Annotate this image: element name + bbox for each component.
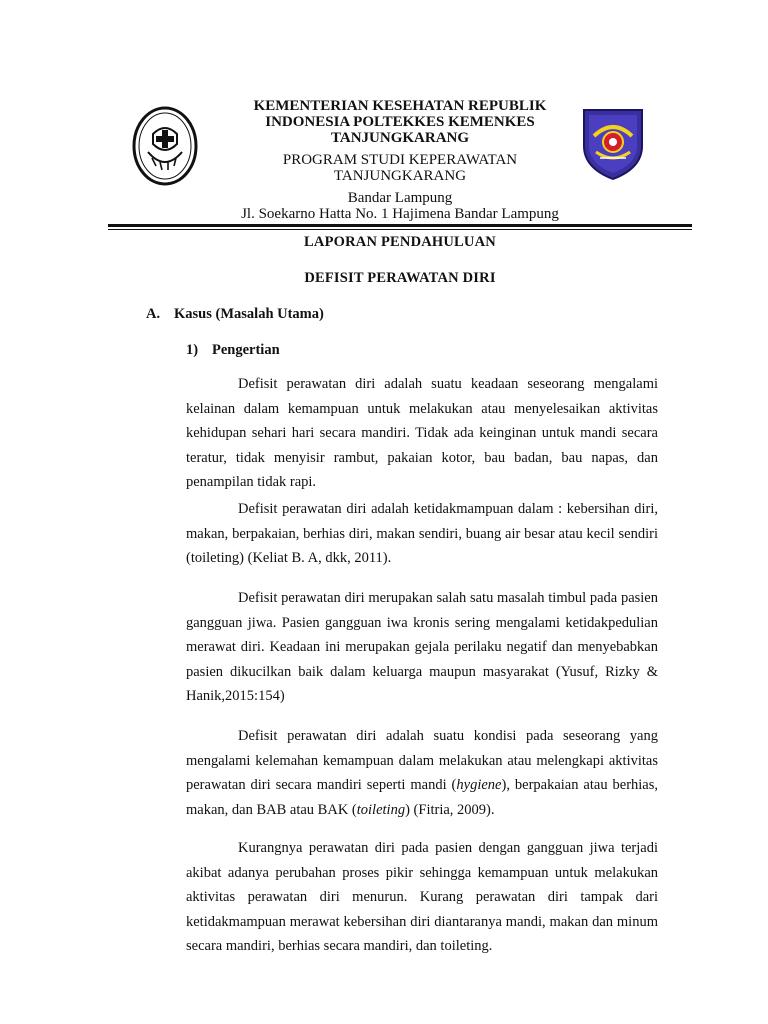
paragraph-3: Defisit perawatan diri merupakan salah satu masalah timbul pada pasien gangguan jiwa. Pasien gangguan iwa kronis sering mengalami ketidakpedulian merawat diri. Keadaan ini merupakan gejala perilaku negatif dan menyebabkan pasien dikucilkan baik dalam keluarga maupun masyarakat (Yusuf, Rizky & Hanik,2015:154) xyxy=(186,590,658,704)
paragraph-4-part-b: ), berpakaian atau berhias, makan, dan BAB atau BAK ( xyxy=(186,777,659,818)
letterhead-line-2: INDONESIA POLTEKKES KEMENKES xyxy=(265,114,535,130)
paragraph-2: Defisit perawatan diri adalah ketidakmampuan dalam : kebersihan diri, makan, berpakaian, berhias diri, makan sendiri, buang air besar atau kecil sendiri (toileting) (Keliat B. A, dkk, 2011). xyxy=(186,501,658,566)
sub-1-title: Pengertian xyxy=(212,342,280,358)
paragraph-4 xyxy=(186,724,658,822)
sub-1-label: 1) xyxy=(186,342,199,358)
paragraph-1: Defisit perawatan diri adalah suatu keadaan seseorang mengalami kelainan dalam kemampuan untuk melakukan atau menyelesaikan aktivitas kehidupan sehari hari secara mandiri. Tidak ada keinginan untuk mandi secara teratur, tidak menyisir rambut, pakaian kotor, bau badan, bau napas, dan penampilan tidak rapi. xyxy=(186,376,658,490)
letterhead-line-4: PROGRAM STUDI KEPERAWATAN xyxy=(282,152,518,168)
letterhead xyxy=(220,98,580,222)
institution-shield-logo xyxy=(580,106,646,182)
letterhead-line-5: TANJUNGKARANG xyxy=(333,168,467,184)
document-subtitle: DEFISIT PERAWATAN DIRI xyxy=(304,270,496,286)
letterhead-line-7: Jl. Soekarno Hatta No. 1 Hajimena Bandar Lampung xyxy=(241,206,559,222)
section-a-title: Kasus (Masalah Utama) xyxy=(174,306,324,322)
section-heading-a xyxy=(146,306,324,323)
subsection-heading-1 xyxy=(186,342,280,359)
paragraph-5: Kurangnya perawatan diri pada pasien dengan gangguan jiwa terjadi akibat adanya perubahan proses pikir sehingga kemampuan untuk melakukan aktivitas perawatan diri menurun. Kurang perawatan diri tampak dari ketidakmampuan merawat kebersihan diri diantaranya mandi, makan dan minum secara mandiri, berhias secara mandiri, dan toileting. xyxy=(186,840,658,954)
document-title: LAPORAN PENDAHULUAN xyxy=(304,234,496,250)
letterhead-line-1: KEMENTERIAN KESEHATAN REPUBLIK xyxy=(253,98,547,114)
paragraph-4-part-a: Defisit perawatan diri adalah suatu kondisi pada seseorang yang mengalami kelemahan kemampuan dalam melakukan atau melengkapi aktivitas perawatan diri secara mandiri seperti mandi ( xyxy=(186,728,658,793)
letterhead-divider-thin xyxy=(108,229,692,230)
bakti-husada-logo xyxy=(132,106,198,186)
letterhead-divider-thick xyxy=(108,224,692,227)
paragraph-4-term-hygiene: hygiene xyxy=(456,777,502,793)
paragraph-4-term-toileting: toileting xyxy=(356,801,406,818)
letterhead-line-3: TANJUNGKARANG xyxy=(330,130,470,146)
letterhead-line-6: Bandar Lampung xyxy=(347,190,453,206)
paragraph-4-part-c: ) (Fitria, 2009). xyxy=(405,801,495,818)
section-a-label: A. xyxy=(146,306,161,322)
